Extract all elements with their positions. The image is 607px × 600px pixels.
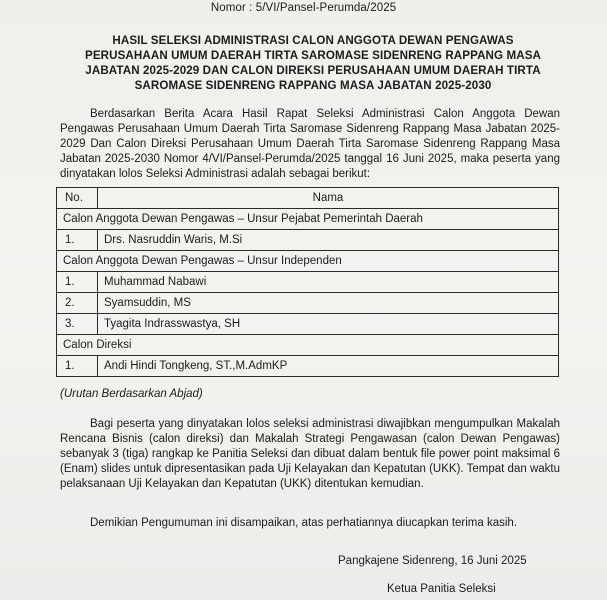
category-row	[57, 209, 559, 230]
row-number: 1.	[57, 230, 98, 251]
category-row	[57, 251, 559, 272]
closing-paragraph: Demikian Pengumuman ini disampaikan, atas perhatiannya diucapkan terima kasih.	[90, 517, 518, 529]
row-name: Tyagita Indrasswastya, SH	[98, 314, 559, 335]
place-date: Pangkajene Sidenreng, 16 Juni 2025	[338, 555, 527, 567]
row-name: Syamsuddin, MS	[98, 293, 559, 314]
row-number: 1.	[57, 272, 98, 293]
table-row	[57, 272, 559, 293]
row-number: 3.	[57, 314, 98, 335]
title-line-3: JABATAN 2025-2029 DAN CALON DIREKSI PERUSAHAAN UMUM DAERAH TIRTA	[85, 64, 541, 77]
table-note: (Urutan Berdasarkan Abjad)	[60, 388, 203, 400]
intro-paragraph: Berdasarkan Berita Acara Hasil Rapat Seleksi Administrasi Calon Anggota Dewan Pengawas Perusahaan Umum Daerah Tirta Saromase Sidenreng Rappang Masa Jabatan 2025-2029 Dan Calon Direksi Perusahaan Umum Daerah Tirta Saromase Sidenreng Rappang Masa Jabatan 2025-2030 Nomor 4/VI/Pansel-Perumda/2025 tanggal 16 Juni 2025, maka peserta yang dinyatakan lolos Seleksi Administrasi adalah sebagai berikut:	[60, 108, 560, 180]
table-row	[57, 293, 559, 314]
title-line-1: HASIL SELEKSI ADMINISTRASI CALON ANGGOTA DEWAN PENGAWAS	[112, 34, 514, 47]
row-name: Andi Hindi Tongkeng, ST.,M.AdmKP	[98, 356, 559, 377]
table-row	[57, 356, 559, 377]
row-name: Drs. Nasruddin Waris, M.Si	[98, 230, 559, 251]
table-header-row	[57, 188, 559, 209]
document-number: Nomor : 5/VI/Pansel-Perumda/2025	[210, 2, 397, 14]
document-title	[68, 33, 558, 93]
row-number: 1.	[57, 356, 98, 377]
table-row	[57, 314, 559, 335]
category-row	[57, 335, 559, 356]
category-label: Calon Anggota Dewan Pengawas – Unsur Independen	[57, 251, 559, 272]
signatory-title: Ketua Panitia Seleksi	[387, 583, 496, 595]
row-name: Muhammad Nabawi	[98, 272, 559, 293]
title-line-2: PERUSAHAAN UMUM DAERAH TIRTA SAROMASE SIDENRENG RAPPANG MASA	[84, 49, 542, 62]
table-row	[57, 230, 559, 251]
category-label: Calon Direksi	[57, 335, 559, 356]
row-number: 2.	[57, 293, 98, 314]
column-header-name: Nama	[98, 188, 559, 209]
results-table	[56, 187, 559, 377]
category-label: Calon Anggota Dewan Pengawas – Unsur Pejabat Pemerintah Daerah	[57, 209, 559, 230]
requirements-paragraph: Bagi peserta yang dinyatakan lolos seleksi administrasi diwajibkan mengumpulkan Makalah Rencana Bisnis (calon direksi) dan Makalah Strategi Pengawasan (calon Dewan Pengawas) sebanyak 3 (tiga) rangkap ke Panitia Seleksi dan dibuat dalam bentuk file power point maksimal 6 (Enam) slides untuk dipresentasikan pada Uji Kelayakan dan Kepatutan (UKK). Tempat dan waktu pelaksanaan Uji Kelayakan dan Kepatutan (UKK) ditentukan kemudian.	[60, 418, 560, 490]
column-header-no: No.	[57, 188, 98, 209]
title-line-4: SAROMASE SIDENRENG RAPPANG MASA JABATAN 2025-2030	[134, 79, 492, 92]
